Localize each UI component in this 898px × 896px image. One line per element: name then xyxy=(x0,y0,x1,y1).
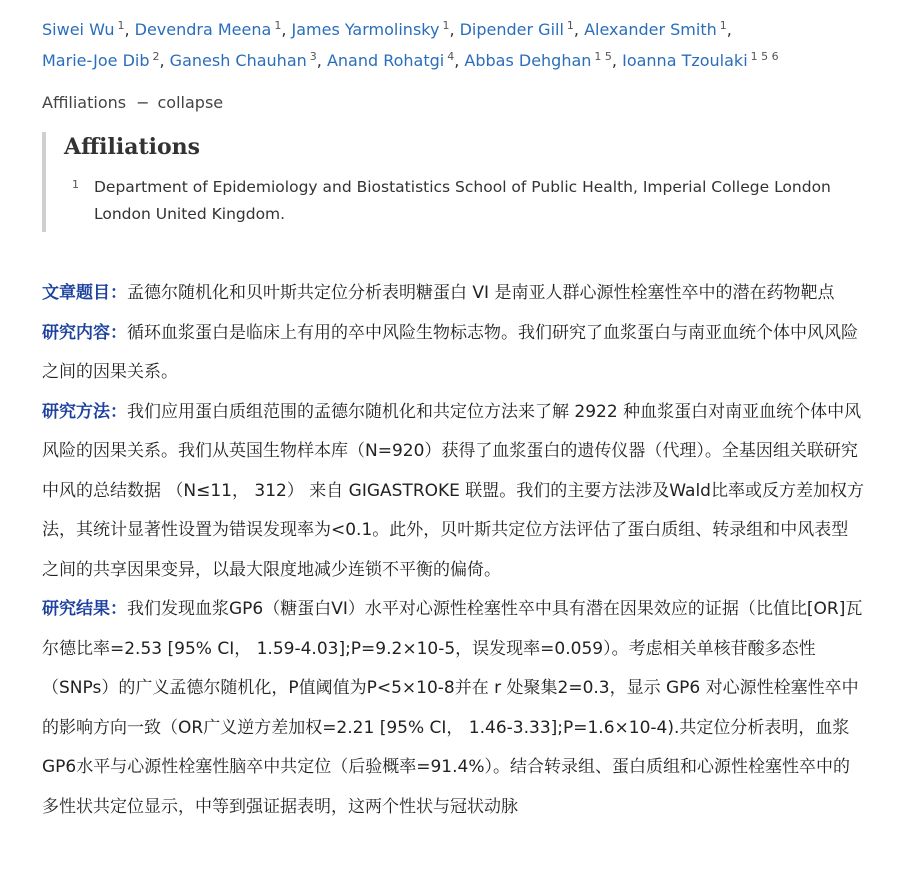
author-separator: , xyxy=(449,20,460,39)
affiliation-superscript: 1 5 xyxy=(594,50,612,63)
abstract-title-paragraph xyxy=(42,274,864,314)
author-link[interactable]: Alexander Smith xyxy=(584,20,717,39)
author-separator: , xyxy=(726,20,732,39)
affiliation-text: Department of Epidemiology and Biostatistics School of Public Health, Imperial College London London United Kingdom. xyxy=(94,178,831,223)
author-link[interactable]: Ioanna Tzoulaki xyxy=(622,51,748,70)
affiliation-superscript: 1 xyxy=(719,19,727,32)
author-link[interactable]: Abbas Dehghan xyxy=(464,51,592,70)
affiliation-superscript: 1 xyxy=(117,19,125,32)
author-link[interactable]: James Yarmolinsky xyxy=(291,20,440,39)
author-link[interactable]: Ganesh Chauhan xyxy=(169,51,307,70)
abstract-body xyxy=(42,274,864,827)
author-separator: , xyxy=(124,20,135,39)
affiliation-superscript: 1 xyxy=(274,19,282,32)
author-separator: , xyxy=(454,51,465,70)
affiliations-panel xyxy=(42,132,864,232)
abstract-text: 循环血浆蛋白是临床上有用的卒中风险生物标志物。我们研究了血浆蛋白与南亚血统个体中风风险之间的因果关系。 xyxy=(42,322,858,382)
author-separator: , xyxy=(159,51,170,70)
abstract-text: 孟德尔随机化和贝叶斯共定位分析表明糖蛋白 VI 是南亚人群心源性栓塞性卒中的潜在药物靶点 xyxy=(127,283,835,303)
author-separator: , xyxy=(281,20,292,39)
author-link[interactable]: Marie-Joe Dib xyxy=(42,51,150,70)
abstract-label: 研究内容： xyxy=(42,322,127,343)
affiliations-toggle-label: Affiliations xyxy=(42,93,127,112)
abstract-text: 我们发现血浆GP6（糖蛋白VI）水平对心源性栓塞性卒中具有潜在因果效应的证据（比值比[OR]瓦尔德比率=2.53 [95% CI， 1.59-4.03];P=9.2×10-5，误发现率=0.059）。考虑相关单核苷酸多态性（SNPs）的广义孟德尔随机化，P值阈值为P<5×10-8并在 r 处聚集2=0.3，显示 GP6 对心源性栓塞性卒中的影响方向一致（OR广义逆方差加权=2.21 [95% CI， 1.46-3.33];P=1.6×10-4).共定位分析表明，血浆GP6水平与心源性栓塞性脑卒中共定位（后验概率=91.4%）。结合转录组、蛋白质组和心源性栓塞性卒中的多性状共定位显示，中等到强证据表明，这两个性状与冠状动脉 xyxy=(42,599,863,817)
minus-icon: − xyxy=(136,93,150,112)
abstract-text: 我们应用蛋白质组范围的孟德尔随机化和共定位方法来了解 2922 种血浆蛋白对南亚血统个体中风风险的因果关系。我们从英国生物样本库（N=920）获得了血浆蛋白的遗传仪器（代理）。全基因组关联研究 中风的总结数据 （N≤11， 312） 来自 GIGASTROKE 联盟。我们的主要方法涉及Wald比率或反方差加权方法，其统计显著性设置为错误发现率为<0.1。此外，贝叶斯共定位方法评估了蛋白质组、转录组和中风表型之间的共享因果变异，以最大限度地减少连锁不平衡的偏倚。 xyxy=(42,401,864,580)
affiliation-superscript: 4 xyxy=(447,50,455,63)
author-separator: , xyxy=(316,51,327,70)
author-separator: , xyxy=(573,20,585,39)
author-separator: , xyxy=(611,51,623,70)
abstract-label: 研究方法： xyxy=(42,401,127,422)
author-link[interactable]: Devendra Meena xyxy=(134,20,272,39)
affiliation-superscript: 2 xyxy=(152,50,160,63)
author-link[interactable]: Siwei Wu xyxy=(42,20,115,39)
affiliation-superscript: 1 5 6 xyxy=(750,50,779,63)
affiliation-superscript: 1 xyxy=(442,19,450,32)
affiliations-toggle[interactable] xyxy=(42,93,864,112)
abstract-label: 研究结果： xyxy=(42,599,127,619)
abstract-content-paragraph xyxy=(42,314,864,393)
affiliations-collapse-link[interactable]: collapse xyxy=(157,93,224,112)
affiliations-heading: Affiliations xyxy=(64,134,201,160)
affiliation-superscript: 1 xyxy=(566,19,574,32)
abstract-label: 文章题目： xyxy=(42,283,127,303)
abstract-methods-paragraph xyxy=(42,393,864,591)
author-list xyxy=(42,12,864,74)
author-link[interactable]: Anand Rohatgi xyxy=(326,51,445,70)
affiliation-item xyxy=(64,174,864,228)
author-link[interactable]: Dipender Gill xyxy=(459,20,564,39)
abstract-results-paragraph xyxy=(42,590,864,827)
affiliation-number: 1 xyxy=(72,178,79,191)
affiliation-superscript: 3 xyxy=(309,50,317,63)
